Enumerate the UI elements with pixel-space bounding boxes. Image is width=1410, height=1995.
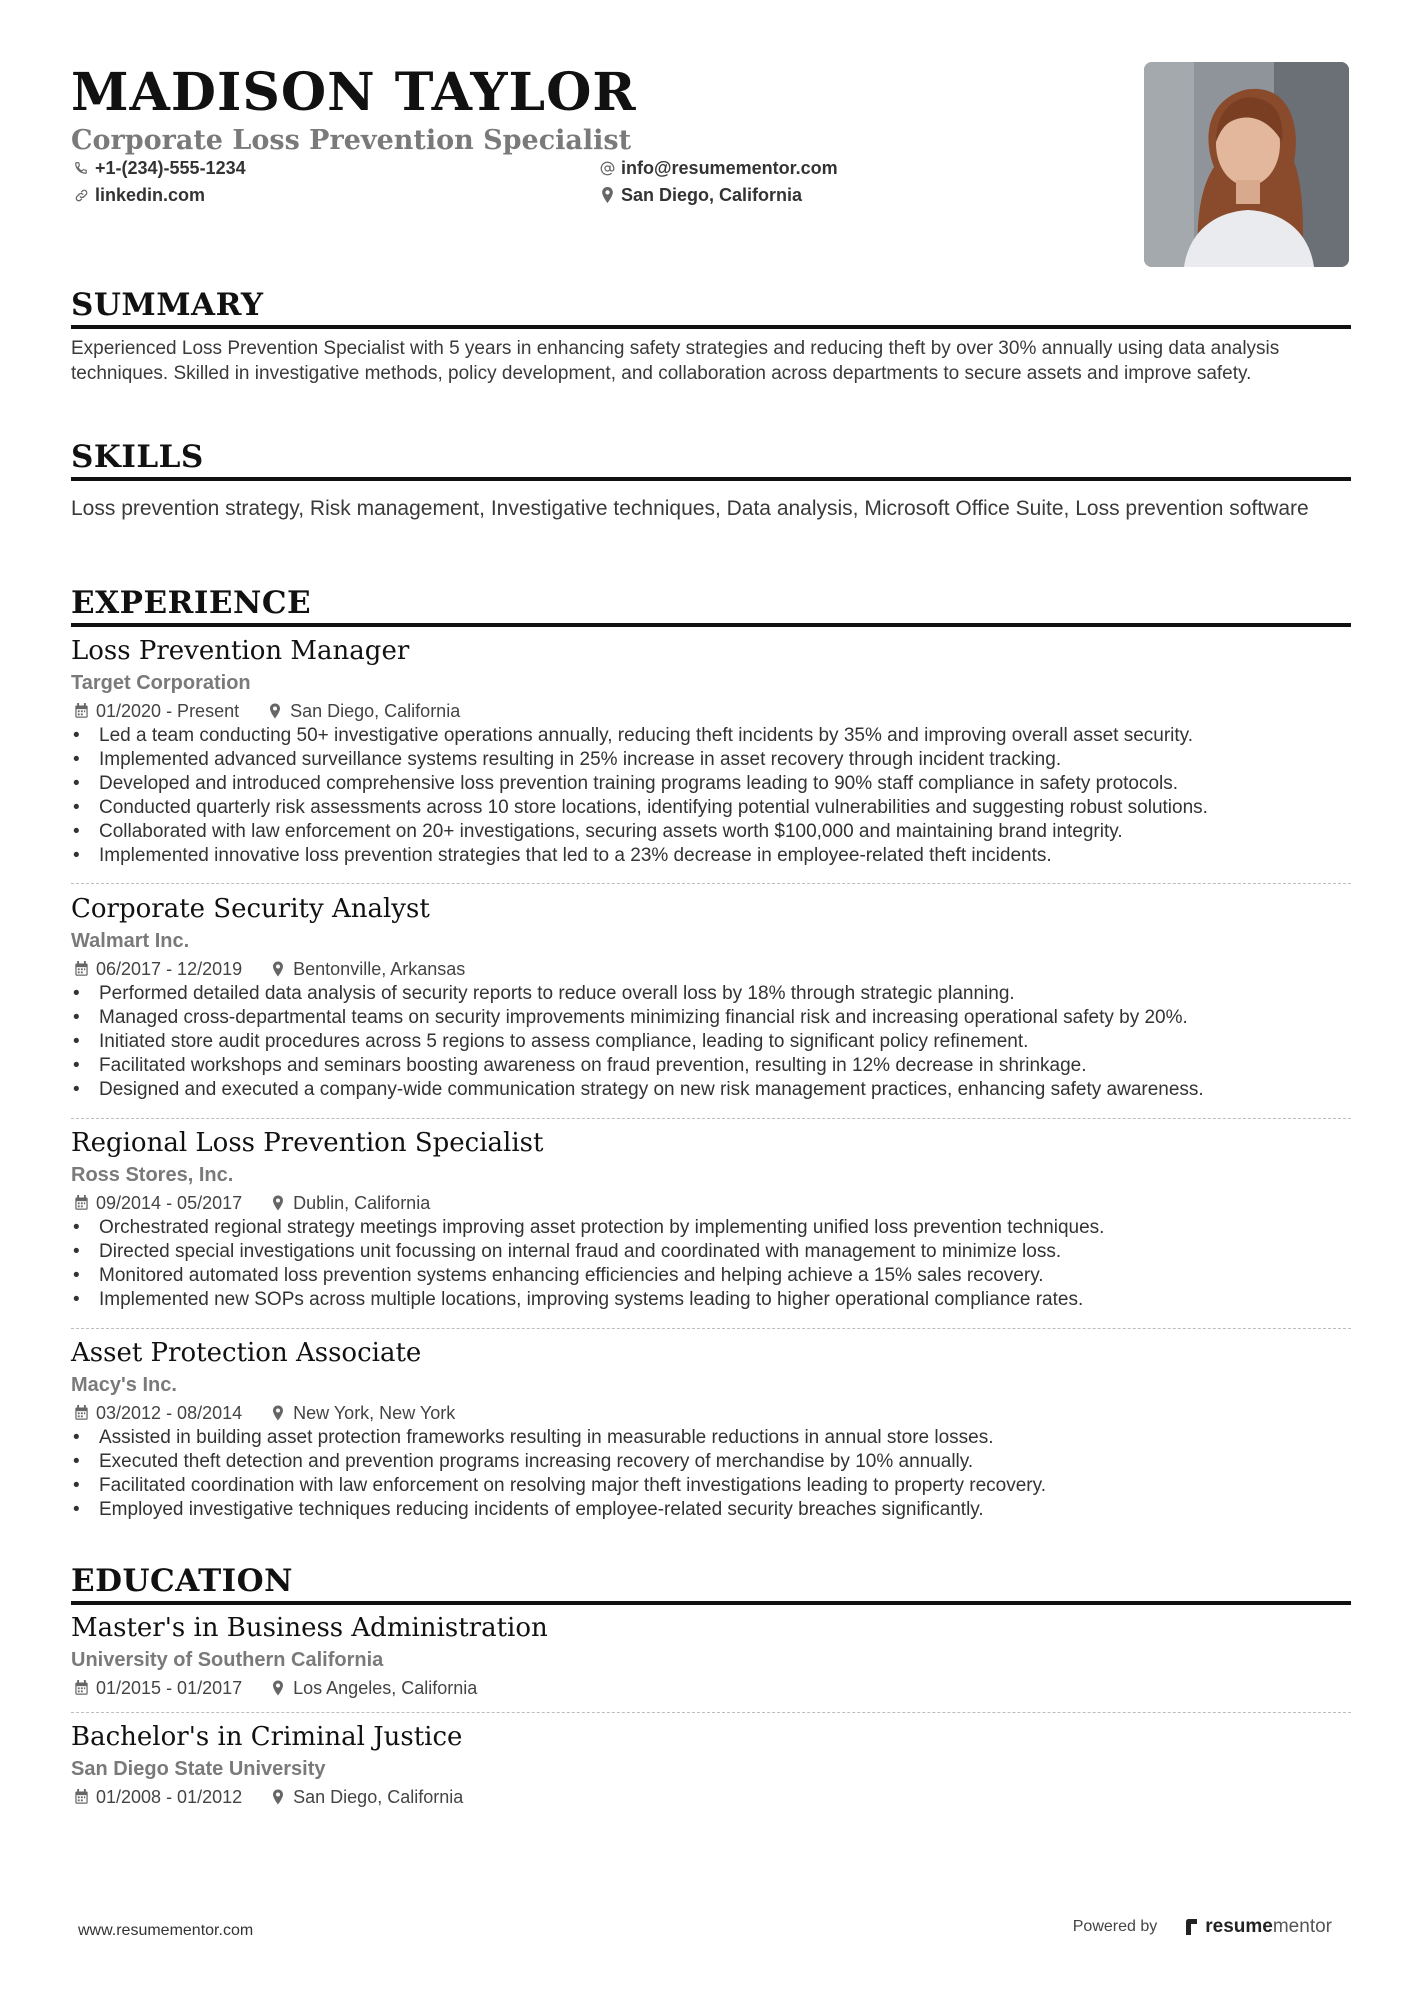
bullet-item: • Facilitated workshops and seminars boosting awareness on fraud prevention, resulting in 12% decrease in shrinkage.	[71, 1054, 1351, 1078]
brand-text-mentor: mentor	[1272, 1916, 1332, 1937]
map-pin-icon	[268, 1789, 288, 1805]
calendar-icon	[71, 1680, 91, 1696]
contact-location	[597, 183, 802, 207]
job-location	[265, 701, 460, 722]
company-name: Target Corporation	[71, 672, 251, 694]
job-dates: 03/2012 - 08/2014	[96, 1402, 243, 1423]
bullet-item: • Led a team conducting 50+ investigative operations annually, reducing theft incidents by 35% and improving overall asset security.	[71, 724, 1351, 748]
experience-entry	[71, 1126, 1351, 1312]
powered-by-label: Powered by	[1072, 1918, 1158, 1935]
at-icon	[597, 161, 617, 176]
bullet-item: • Implemented new SOPs across multiple locations, improving systems leading to higher operational compliance rates.	[71, 1288, 1351, 1312]
brand-text-resume: resume	[1205, 1916, 1273, 1937]
job-location-text: Bentonville, Arkansas	[293, 958, 466, 979]
footer-website[interactable]: www.resumementor.com	[78, 1922, 254, 1939]
job-dates: 01/2020 - Present	[96, 700, 240, 721]
section-title-experience: EXPERIENCE	[71, 585, 312, 621]
bullet-item: • Designed and executed a company-wide communication strategy on new risk management practices, enhancing safety awareness.	[71, 1078, 1351, 1102]
bullet-item: • Implemented innovative loss prevention strategies that led to a 23% decrease in employee-related theft incidents.	[71, 844, 1351, 868]
bullet-item: • Collaborated with law enforcement on 20+ investigations, securing assets worth $100,000 and maintaining brand integrity.	[71, 820, 1351, 844]
education-dates: 01/2015 - 01/2017	[96, 1677, 243, 1698]
brand-mark-icon	[1185, 1918, 1199, 1936]
bullet-item: • Performed detailed data analysis of security reports to reduce overall loss by 18% through strategic planning.	[71, 982, 1351, 1006]
bullet-item: • Managed cross-departmental teams on security improvements minimizing financial risk and increasing operational safety by 20%.	[71, 1006, 1351, 1030]
bullet-item: • Initiated store audit procedures across 5 regions to assess compliance, leading to significant policy refinement.	[71, 1030, 1351, 1054]
section-divider	[71, 623, 1351, 627]
job-bullets	[71, 1426, 1351, 1522]
bullet-item: • Employed investigative techniques reducing incidents of employee-related security breaches significantly.	[71, 1498, 1351, 1522]
map-pin-icon	[268, 1405, 288, 1421]
calendar-icon	[71, 961, 91, 977]
entry-divider	[71, 1712, 1351, 1713]
bullet-item: • Conducted quarterly risk assessments across 10 store locations, identifying potential vulnerabilities and suggesting robust solutions.	[71, 796, 1351, 820]
education-meta	[71, 1675, 1351, 1701]
education-location	[268, 1787, 463, 1808]
job-title: Regional Loss Prevention Specialist	[71, 1128, 544, 1158]
company-name: Walmart Inc.	[71, 930, 190, 952]
summary-text: Experienced Loss Prevention Specialist with 5 years in enhancing safety strategies and reducing theft by over 30% annually using data analysis techniques. Skilled in investigative methods, policy development, and collaboration across departments to secure assets and improve safety.	[71, 338, 1280, 384]
education-location	[268, 1678, 477, 1699]
job-location	[268, 959, 465, 980]
job-bullets	[71, 724, 1351, 868]
section-title-education: EDUCATION	[71, 1563, 293, 1599]
calendar-icon	[71, 1789, 91, 1805]
section-divider	[71, 1601, 1351, 1605]
candidate-title: Corporate Loss Prevention Specialist	[71, 125, 632, 156]
linkedin-text[interactable]: linkedin.com	[95, 184, 206, 205]
school-name: University of Southern California	[71, 1649, 384, 1671]
job-dates: 06/2017 - 12/2019	[96, 958, 243, 979]
profile-photo	[1144, 62, 1349, 267]
job-title: Corporate Security Analyst	[71, 894, 430, 924]
bullet-item: • Assisted in building asset protection frameworks resulting in measurable reductions in annual store losses.	[71, 1426, 1351, 1450]
section-divider	[71, 325, 1351, 329]
job-location-text: San Diego, California	[290, 700, 461, 721]
company-name: Ross Stores, Inc.	[71, 1164, 234, 1186]
job-location-text: Dublin, California	[293, 1192, 431, 1213]
bullet-item: • Developed and introduced comprehensive loss prevention training programs leading to 90% staff compliance in safety protocols.	[71, 772, 1351, 796]
entry-divider	[71, 883, 1351, 884]
education-location-text: Los Angeles, California	[293, 1677, 478, 1698]
entry-divider	[71, 1118, 1351, 1119]
job-meta	[71, 1400, 1351, 1426]
job-meta	[71, 1190, 1351, 1216]
calendar-icon	[71, 703, 91, 719]
footer-branding	[1073, 1916, 1332, 1938]
school-name: San Diego State University	[71, 1758, 326, 1780]
job-bullets	[71, 1216, 1351, 1312]
entry-divider	[71, 1328, 1351, 1329]
section-title-skills: SKILLS	[71, 439, 204, 475]
degree-title: Bachelor's in Criminal Justice	[71, 1722, 463, 1752]
map-pin-icon	[597, 187, 617, 203]
map-pin-icon	[265, 703, 285, 719]
education-meta	[71, 1784, 1351, 1810]
contact-email[interactable]	[597, 156, 838, 180]
contact-phone	[71, 156, 246, 180]
education-location-text: San Diego, California	[293, 1786, 464, 1807]
job-title: Asset Protection Associate	[71, 1338, 422, 1368]
education-entry	[71, 1720, 1351, 1810]
link-icon	[71, 188, 91, 203]
location-text: San Diego, California	[621, 184, 803, 205]
bullet-item: • Implemented advanced surveillance systems resulting in 25% increase in asset recovery through incident tracking.	[71, 748, 1351, 772]
phone-text: +1-(234)-555-1234	[95, 157, 246, 178]
education-dates: 01/2008 - 01/2012	[96, 1786, 243, 1807]
map-pin-icon	[268, 1195, 288, 1211]
experience-entry	[71, 634, 1351, 868]
job-title: Loss Prevention Manager	[71, 636, 410, 666]
job-meta	[71, 698, 1351, 724]
company-name: Macy's Inc.	[71, 1374, 177, 1396]
job-dates: 09/2014 - 05/2017	[96, 1192, 243, 1213]
section-divider	[71, 477, 1351, 481]
job-location-text: New York, New York	[293, 1402, 456, 1423]
experience-entry	[71, 1336, 1351, 1522]
contact-linkedin[interactable]	[71, 183, 205, 207]
job-meta	[71, 956, 1351, 982]
bullet-item: • Directed special investigations unit focussing on internal fraud and coordinated with management to minimize loss.	[71, 1240, 1351, 1264]
degree-title: Master's in Business Administration	[71, 1613, 548, 1643]
skills-text: Loss prevention strategy, Risk management, Investigative techniques, Data analysis, Microsoft Office Suite, Loss prevention software	[71, 497, 1309, 520]
email-text[interactable]: info@resumementor.com	[621, 157, 838, 178]
map-pin-icon	[268, 1680, 288, 1696]
education-entry	[71, 1611, 1351, 1701]
calendar-icon	[71, 1405, 91, 1421]
bullet-item: • Facilitated coordination with law enforcement on resolving major theft investigations leading to property recovery.	[71, 1474, 1351, 1498]
map-pin-icon	[268, 961, 288, 977]
job-location	[268, 1403, 455, 1424]
bullet-item: • Orchestrated regional strategy meetings improving asset protection by implementing unified loss prevention techniques.	[71, 1216, 1351, 1240]
job-bullets	[71, 982, 1351, 1102]
candidate-name: MADISON TAYLOR	[71, 62, 637, 123]
bullet-item: • Monitored automated loss prevention systems enhancing efficiencies and helping achieve a 15% sales recovery.	[71, 1264, 1351, 1288]
job-location	[268, 1193, 430, 1214]
brand-logo[interactable]	[1185, 1916, 1332, 1938]
section-title-summary: SUMMARY	[71, 287, 264, 323]
phone-icon	[71, 161, 91, 175]
calendar-icon	[71, 1195, 91, 1211]
bullet-item: • Executed theft detection and prevention programs increasing recovery of merchandise by 10% annually.	[71, 1450, 1351, 1474]
experience-entry	[71, 892, 1351, 1102]
